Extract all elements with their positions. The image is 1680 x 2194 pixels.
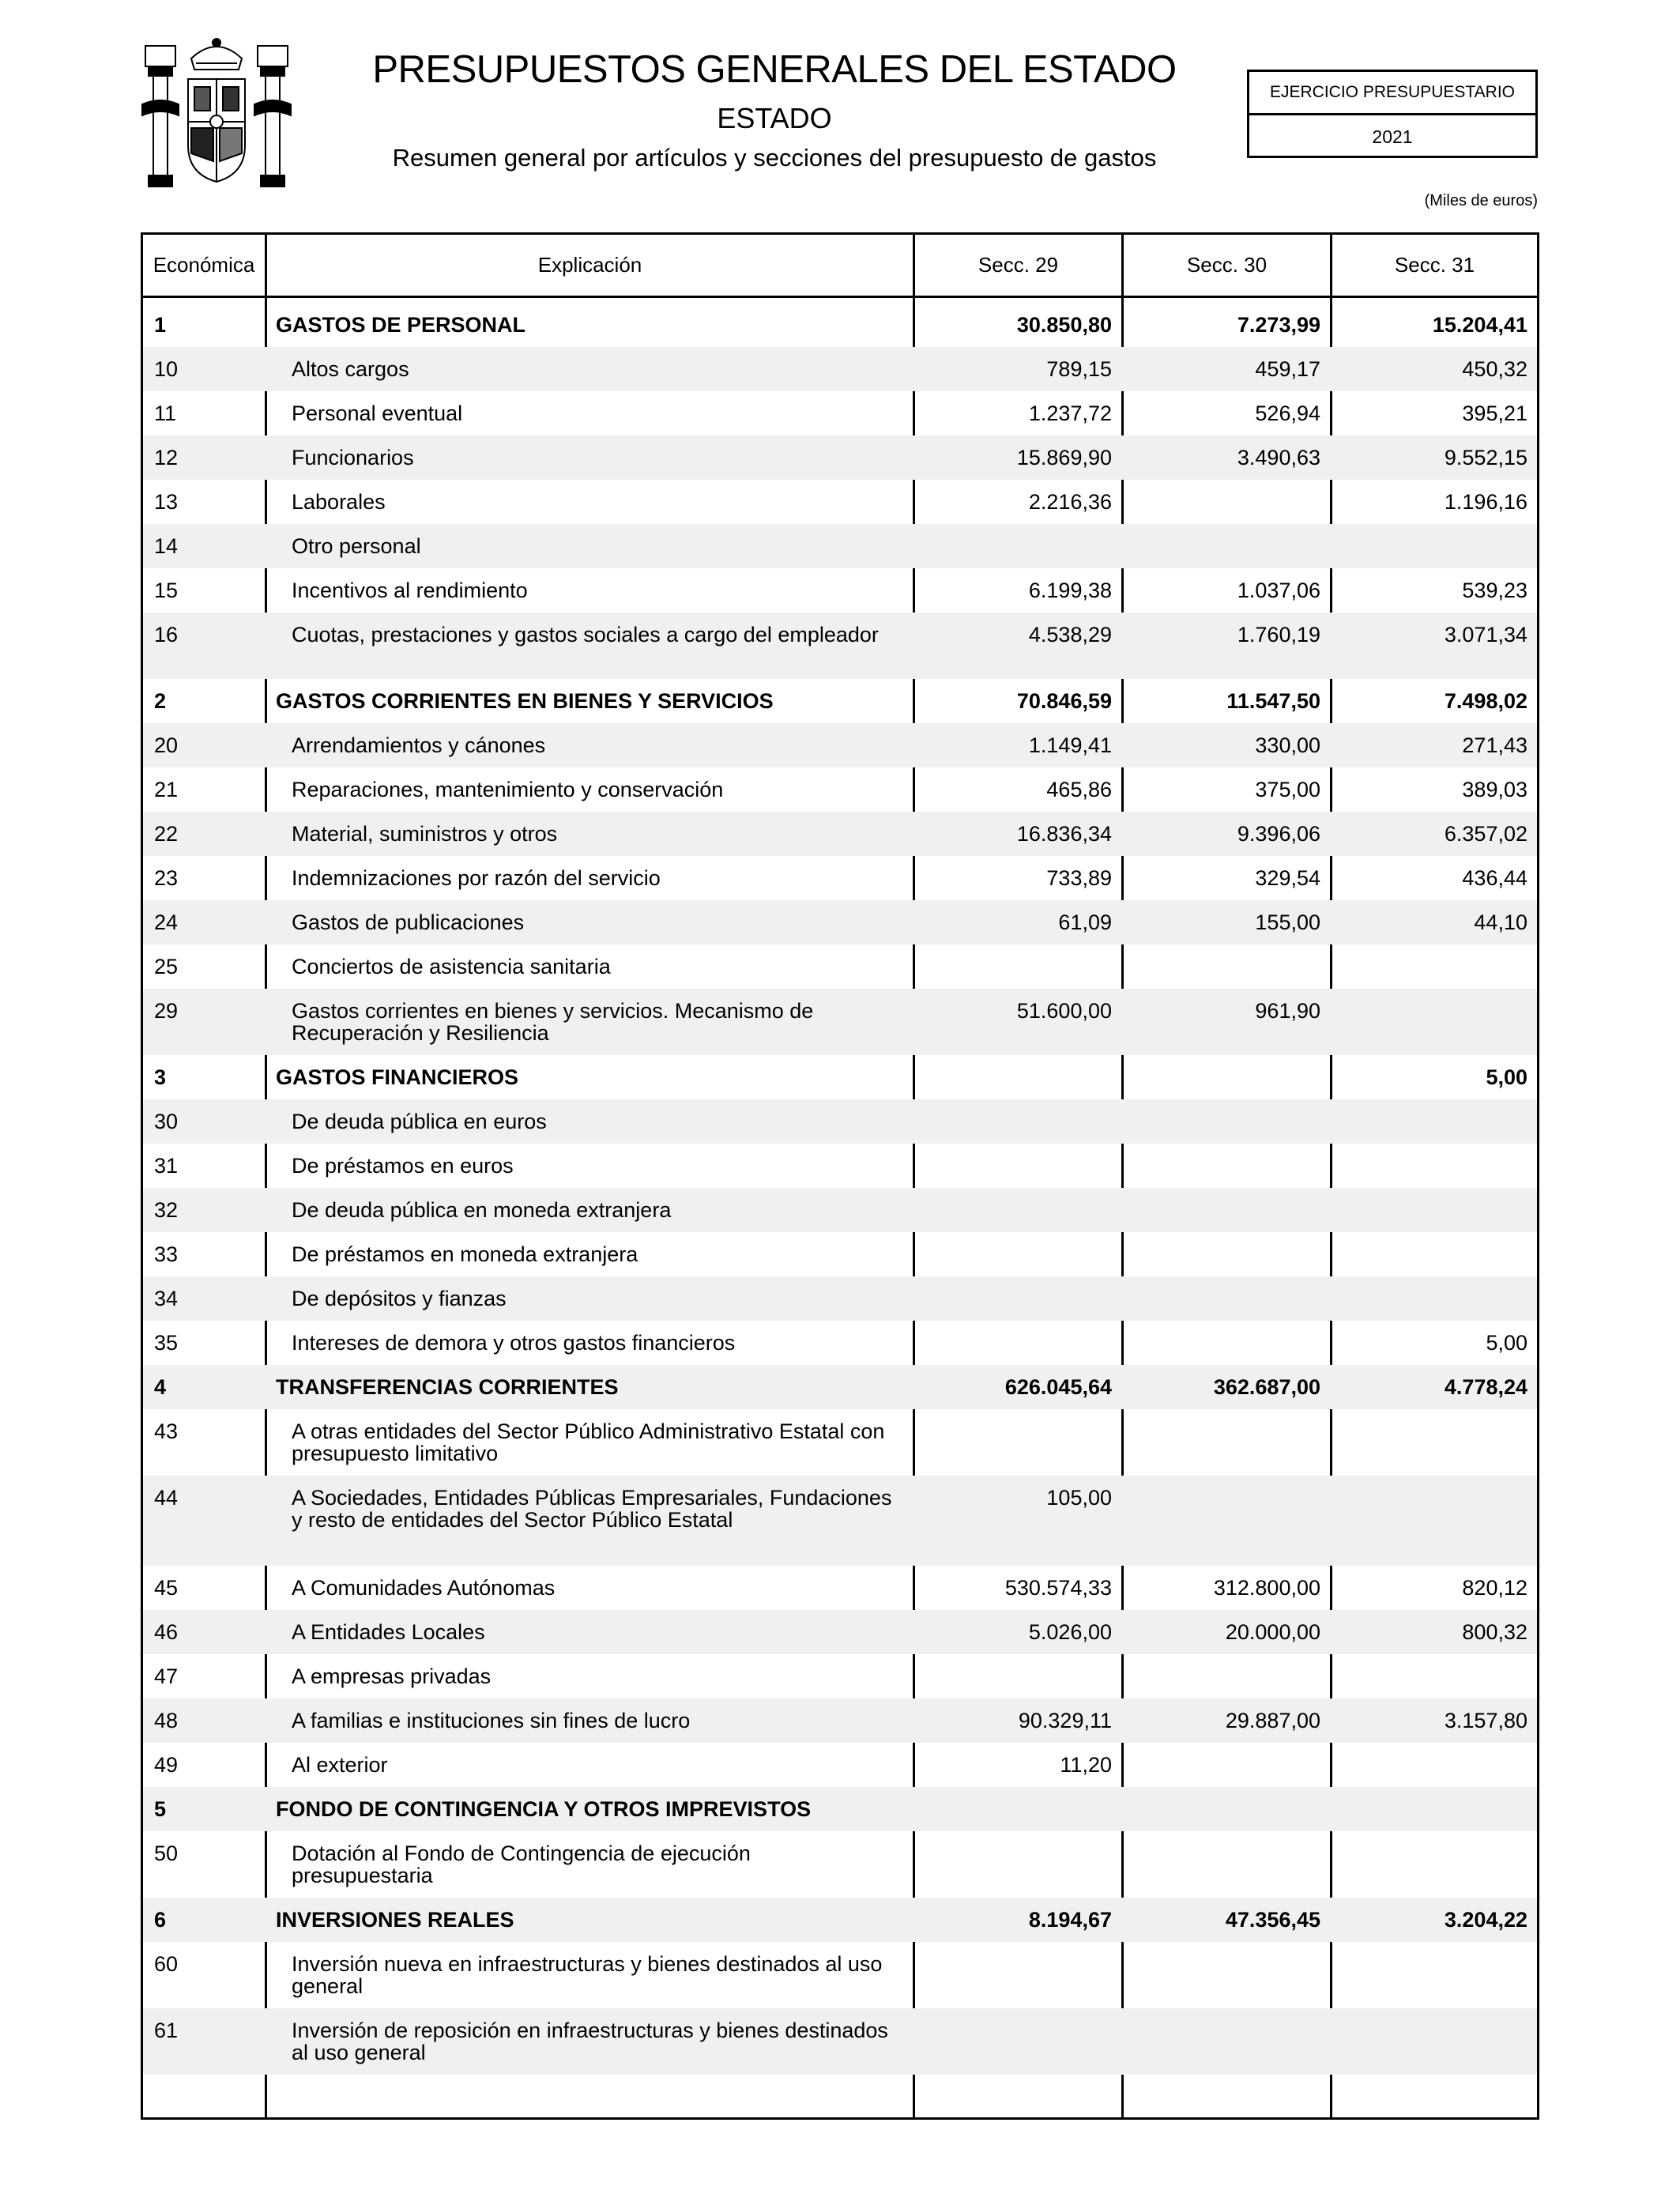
row-code: 13: [154, 490, 179, 514]
row-secc31-value: 3.204,22: [1444, 1908, 1527, 1932]
row-secc30-value: [1121, 1942, 1330, 1953]
row-secc29-value: 2.216,36: [1028, 490, 1112, 514]
row-explanation: De préstamos en euros: [292, 1154, 514, 1178]
row-secc31-value: [1330, 2008, 1537, 2019]
row-secc30-value: [1121, 2008, 1330, 2019]
row-code: 47: [154, 1664, 179, 1688]
row-secc30-value: 459,17: [1255, 357, 1320, 381]
row-explanation: Material, suministros y otros: [292, 822, 558, 846]
row-explanation: De deuda pública en euros: [292, 1110, 547, 1133]
row-explanation: De deuda pública en moneda extranjera: [292, 1198, 672, 1222]
row-code: 3: [154, 1065, 167, 1089]
row-secc29-value: 15.869,90: [1016, 446, 1112, 469]
row-secc29-value: 626.045,64: [1004, 1375, 1112, 1399]
row-secc29-value: 105,00: [1046, 1486, 1112, 1510]
table-header: [143, 235, 1537, 298]
row-code: 29: [154, 999, 179, 1023]
row-secc30-value: [1121, 1099, 1330, 1110]
row-code: 4: [154, 1375, 167, 1399]
row-code: 46: [154, 1620, 179, 1644]
row-secc31-value: [1330, 1831, 1537, 1842]
table-body: [143, 303, 1537, 2075]
row-code: 1: [154, 313, 167, 337]
row-explanation: Arrendamientos y cánones: [292, 733, 546, 757]
row-secc29-value: 733,89: [1046, 866, 1112, 890]
row-secc31-value: [1330, 1743, 1537, 1754]
table-row: [143, 1831, 1537, 1898]
column-header-secc29: Secc. 29: [977, 253, 1059, 277]
row-secc29-value: 16.836,34: [1016, 822, 1112, 846]
row-secc29-value: 4.538,29: [1028, 623, 1112, 647]
table-row: [143, 1321, 1537, 1365]
table-row: [143, 1476, 1537, 1566]
table-row: [143, 1942, 1537, 2008]
row-secc31-value: 7.498,02: [1444, 689, 1527, 713]
row-explanation: GASTOS FINANCIEROS: [276, 1065, 519, 1089]
row-secc29-value: [913, 1232, 1121, 1243]
row-secc30-value: 1.037,06: [1237, 579, 1320, 602]
row-secc29-value: 51.600,00: [1016, 999, 1112, 1023]
coat-of-arms-icon: [139, 35, 294, 193]
row-explanation: Dotación al Fondo de Contingencia de ejecución presupuestaria: [292, 1842, 751, 1887]
row-code: 11: [154, 401, 177, 425]
row-code: 31: [154, 1154, 179, 1178]
row-code: 23: [154, 866, 179, 890]
row-secc30-value: 362.687,00: [1213, 1375, 1320, 1399]
row-secc30-value: 155,00: [1255, 910, 1320, 934]
table-row: [143, 613, 1537, 679]
row-secc29-value: [913, 1942, 1121, 1953]
row-secc30-value: [1121, 1743, 1330, 1754]
row-explanation: Cuotas, prestaciones y gastos sociales a cargo del empleador: [292, 623, 879, 647]
row-code: 14: [154, 534, 179, 558]
row-secc29-value: [913, 1787, 1121, 1798]
row-code: 61: [154, 2019, 179, 2042]
row-secc30-value: [1121, 1321, 1330, 1332]
row-secc31-value: 5,00: [1486, 1065, 1527, 1089]
row-secc30-value: 329,54: [1255, 866, 1320, 890]
table-row: [143, 989, 1537, 1055]
row-secc29-value: [913, 524, 1121, 535]
row-secc29-value: 465,86: [1046, 778, 1112, 801]
table-row: [143, 1055, 1537, 1099]
row-secc29-value: [913, 1831, 1121, 1842]
column-header-explicacion: Explicación: [537, 253, 642, 277]
row-explanation: TRANSFERENCIAS CORRIENTES: [276, 1375, 619, 1399]
row-secc29-value: 70.846,59: [1016, 689, 1112, 713]
row-secc30-value: [1121, 1232, 1330, 1243]
row-code: 2: [154, 689, 167, 713]
row-secc30-value: [1121, 1787, 1330, 1798]
row-code: 16: [154, 623, 179, 647]
row-secc29-value: 8.194,67: [1028, 1908, 1112, 1932]
row-secc30-value: [1121, 1409, 1330, 1420]
row-secc30-value: [1121, 480, 1330, 491]
table-row: [143, 1566, 1537, 1610]
row-secc30-value: [1121, 1476, 1330, 1487]
table-row: [143, 723, 1537, 767]
row-secc31-value: [1330, 1787, 1537, 1798]
row-secc31-value: 4.778,24: [1444, 1375, 1527, 1399]
row-secc31-value: [1330, 1099, 1537, 1110]
row-explanation: De préstamos en moneda extranjera: [292, 1242, 638, 1266]
column-header-secc30: Secc. 30: [1186, 253, 1268, 277]
row-secc29-value: [913, 944, 1121, 956]
row-secc31-value: [1330, 1276, 1537, 1287]
table-row: [143, 1232, 1537, 1276]
row-code: 25: [154, 955, 179, 978]
row-secc30-value: 312.800,00: [1213, 1576, 1320, 1600]
row-code: 24: [154, 910, 179, 934]
row-secc30-value: [1121, 1276, 1330, 1287]
row-secc31-value: 15.204,41: [1432, 313, 1527, 337]
row-secc30-value: 7.273,99: [1237, 313, 1320, 337]
row-secc29-value: 5.026,00: [1028, 1620, 1112, 1644]
table-row: [143, 347, 1537, 391]
row-code: 5: [154, 1797, 167, 1821]
row-explanation: Gastos corrientes en bienes y servicios. Mecanismo de Recuperación y Resiliencia: [292, 999, 814, 1045]
row-secc30-value: [1121, 1831, 1330, 1842]
table-row: [143, 812, 1537, 856]
table-row: [143, 568, 1537, 613]
row-secc29-value: 1.149,41: [1028, 733, 1112, 757]
row-secc31-value: [1330, 1144, 1537, 1155]
column-header-secc31: Secc. 31: [1394, 253, 1475, 277]
row-secc31-value: 3.071,34: [1444, 623, 1527, 647]
row-code: 43: [154, 1419, 179, 1443]
row-secc31-value: 5,00: [1486, 1331, 1527, 1355]
row-secc30-value: 961,90: [1255, 999, 1320, 1023]
row-code: 45: [154, 1576, 179, 1600]
row-secc29-value: [913, 1654, 1121, 1665]
table-row: [143, 944, 1537, 989]
row-secc29-value: [913, 1188, 1121, 1199]
table-row: [143, 1409, 1537, 1476]
row-explanation: A Sociedades, Entidades Públicas Empresariales, Fundaciones y resto de entidades del Sector Público Estatal: [292, 1486, 892, 1532]
row-secc29-value: 1.237,72: [1028, 401, 1112, 425]
row-secc31-value: [1330, 1232, 1537, 1243]
row-secc30-value: 1.760,19: [1237, 623, 1320, 647]
table-row: [143, 480, 1537, 524]
row-secc31-value: [1330, 989, 1537, 1000]
row-explanation: Funcionarios: [292, 446, 414, 469]
row-secc30-value: 375,00: [1255, 778, 1320, 801]
row-secc29-value: 30.850,80: [1016, 313, 1112, 337]
table-row: [143, 1188, 1537, 1232]
row-explanation: A Entidades Locales: [292, 1620, 485, 1644]
row-explanation: A empresas privadas: [292, 1664, 492, 1688]
row-secc31-value: 6.357,02: [1444, 822, 1527, 846]
budget-table: [141, 232, 1539, 2120]
row-code: 12: [154, 446, 179, 469]
row-explanation: Altos cargos: [292, 357, 409, 381]
row-secc30-value: [1121, 1654, 1330, 1665]
row-secc29-value: 530.574,33: [1004, 1576, 1112, 1600]
row-code: 6: [154, 1908, 167, 1932]
page-subtitle: ESTADO: [717, 102, 832, 134]
row-secc31-value: 3.157,80: [1444, 1709, 1527, 1732]
row-secc30-value: 526,94: [1255, 401, 1320, 425]
row-secc29-value: [913, 1144, 1121, 1155]
row-explanation: Indemnizaciones por razón del servicio: [292, 866, 661, 890]
row-code: 60: [154, 1952, 179, 1976]
row-explanation: Conciertos de asistencia sanitaria: [292, 955, 611, 978]
ejercicio-value: 2021: [1372, 126, 1413, 147]
row-secc30-value: [1121, 524, 1330, 535]
table-row: [143, 1743, 1537, 1787]
row-secc31-value: 820,12: [1462, 1576, 1527, 1600]
row-secc31-value: [1330, 1409, 1537, 1420]
units-note: (Miles de euros): [1424, 192, 1538, 209]
row-code: 34: [154, 1287, 179, 1310]
row-explanation: Al exterior: [292, 1753, 388, 1777]
row-secc29-value: 61,09: [1058, 910, 1112, 934]
row-secc31-value: [1330, 1476, 1537, 1487]
column-header-economica: Económica: [153, 253, 255, 277]
table-row: [143, 1276, 1537, 1321]
row-explanation: Reparaciones, mantenimiento y conservación: [292, 778, 724, 801]
row-secc30-value: [1121, 1055, 1330, 1066]
row-secc31-value: 44,10: [1474, 910, 1527, 934]
row-explanation: Gastos de publicaciones: [292, 910, 525, 934]
row-secc31-value: 271,43: [1462, 733, 1527, 757]
table-row: [143, 1698, 1537, 1743]
row-secc31-value: [1330, 1942, 1537, 1953]
table-row: [143, 1144, 1537, 1188]
row-secc30-value: 9.396,06: [1237, 822, 1320, 846]
row-secc31-value: 389,03: [1462, 778, 1527, 801]
row-secc29-value: [913, 1099, 1121, 1110]
row-secc31-value: [1330, 1188, 1537, 1199]
row-secc29-value: 789,15: [1046, 357, 1112, 381]
row-explanation: Intereses de demora y otros gastos financieros: [292, 1331, 736, 1355]
table-row: [143, 1787, 1537, 1831]
table-row: [143, 900, 1537, 944]
table-row: [143, 767, 1537, 812]
row-explanation: FONDO DE CONTINGENCIA Y OTROS IMPREVISTOS: [276, 1797, 812, 1821]
row-secc31-value: 395,21: [1462, 401, 1527, 425]
page-description: Resumen general por artículos y secciones del presupuesto de gastos: [392, 144, 1157, 172]
row-secc30-value: [1121, 1188, 1330, 1199]
table-row: [143, 1610, 1537, 1654]
row-explanation: Inversión nueva en infraestructuras y bienes destinados al uso general: [292, 1952, 883, 1998]
row-secc29-value: [913, 2008, 1121, 2019]
row-code: 49: [154, 1753, 179, 1777]
row-secc29-value: 11,20: [1060, 1753, 1112, 1777]
row-code: 20: [154, 733, 179, 757]
row-code: 48: [154, 1709, 179, 1732]
row-secc30-value: 3.490,63: [1237, 446, 1320, 469]
row-explanation: Laborales: [292, 490, 386, 514]
row-secc29-value: [913, 1276, 1121, 1287]
table-row: [143, 524, 1537, 568]
table-row: [143, 1365, 1537, 1409]
row-explanation: De depósitos y fianzas: [292, 1287, 507, 1310]
page-title: PRESUPUESTOS GENERALES DEL ESTADO: [372, 48, 1177, 91]
row-explanation: Personal eventual: [292, 401, 463, 425]
row-code: 10: [154, 357, 179, 381]
row-explanation: Otro personal: [292, 534, 421, 558]
row-secc29-value: [913, 1409, 1121, 1420]
row-secc30-value: 47.356,45: [1225, 1908, 1320, 1932]
row-secc30-value: 11.547,50: [1226, 689, 1320, 713]
row-explanation: GASTOS CORRIENTES EN BIENES Y SERVICIOS: [276, 689, 774, 713]
row-secc29-value: [913, 1055, 1121, 1066]
row-explanation: A familias e instituciones sin fines de lucro: [292, 1709, 691, 1732]
row-explanation: A Comunidades Autónomas: [292, 1576, 556, 1600]
row-secc31-value: 436,44: [1462, 866, 1527, 890]
row-explanation: GASTOS DE PERSONAL: [276, 313, 526, 337]
row-secc31-value: [1330, 524, 1537, 535]
row-code: 21: [154, 778, 179, 801]
row-code: 30: [154, 1110, 179, 1133]
table-row: [143, 1099, 1537, 1144]
row-secc30-value: 330,00: [1255, 733, 1320, 757]
table-row: [143, 435, 1537, 480]
row-code: 22: [154, 822, 179, 846]
row-code: 44: [154, 1486, 179, 1510]
table-row: [143, 856, 1537, 900]
table-row: [143, 1654, 1537, 1698]
row-secc31-value: 450,32: [1462, 357, 1527, 381]
row-code: 15: [154, 579, 179, 602]
row-explanation: Inversión de reposición en infraestructuras y bienes destinados al uso general: [292, 2019, 888, 2064]
row-secc31-value: 1.196,16: [1444, 490, 1527, 514]
row-secc30-value: [1121, 1144, 1330, 1155]
row-secc31-value: 9.552,15: [1444, 446, 1527, 469]
row-secc31-value: 539,23: [1462, 579, 1527, 602]
table-row: [143, 391, 1537, 435]
row-code: 33: [154, 1242, 179, 1266]
row-code: 32: [154, 1198, 179, 1222]
row-explanation: A otras entidades del Sector Público Administrativo Estatal con presupuesto limitativo: [292, 1419, 885, 1465]
table-row: [143, 303, 1537, 347]
row-secc31-value: [1330, 944, 1537, 956]
table-row: [143, 1898, 1537, 1942]
row-secc30-value: [1121, 944, 1330, 956]
row-secc30-value: 29.887,00: [1225, 1709, 1320, 1732]
table-row: [143, 2008, 1537, 2075]
row-code: 50: [154, 1842, 179, 1865]
ejercicio-box: [1247, 70, 1538, 158]
row-secc29-value: 6.199,38: [1028, 579, 1112, 602]
row-secc29-value: [913, 1321, 1121, 1332]
row-secc30-value: 20.000,00: [1225, 1620, 1320, 1644]
row-secc31-value: [1330, 1654, 1537, 1665]
ejercicio-label: EJERCICIO PRESUPUESTARIO: [1249, 72, 1535, 115]
row-code: 35: [154, 1331, 179, 1355]
row-secc31-value: 800,32: [1462, 1620, 1527, 1644]
row-secc29-value: 90.329,11: [1018, 1709, 1112, 1732]
table-row: [143, 679, 1537, 723]
row-explanation: Incentivos al rendimiento: [292, 579, 528, 602]
row-explanation: INVERSIONES REALES: [276, 1908, 514, 1932]
